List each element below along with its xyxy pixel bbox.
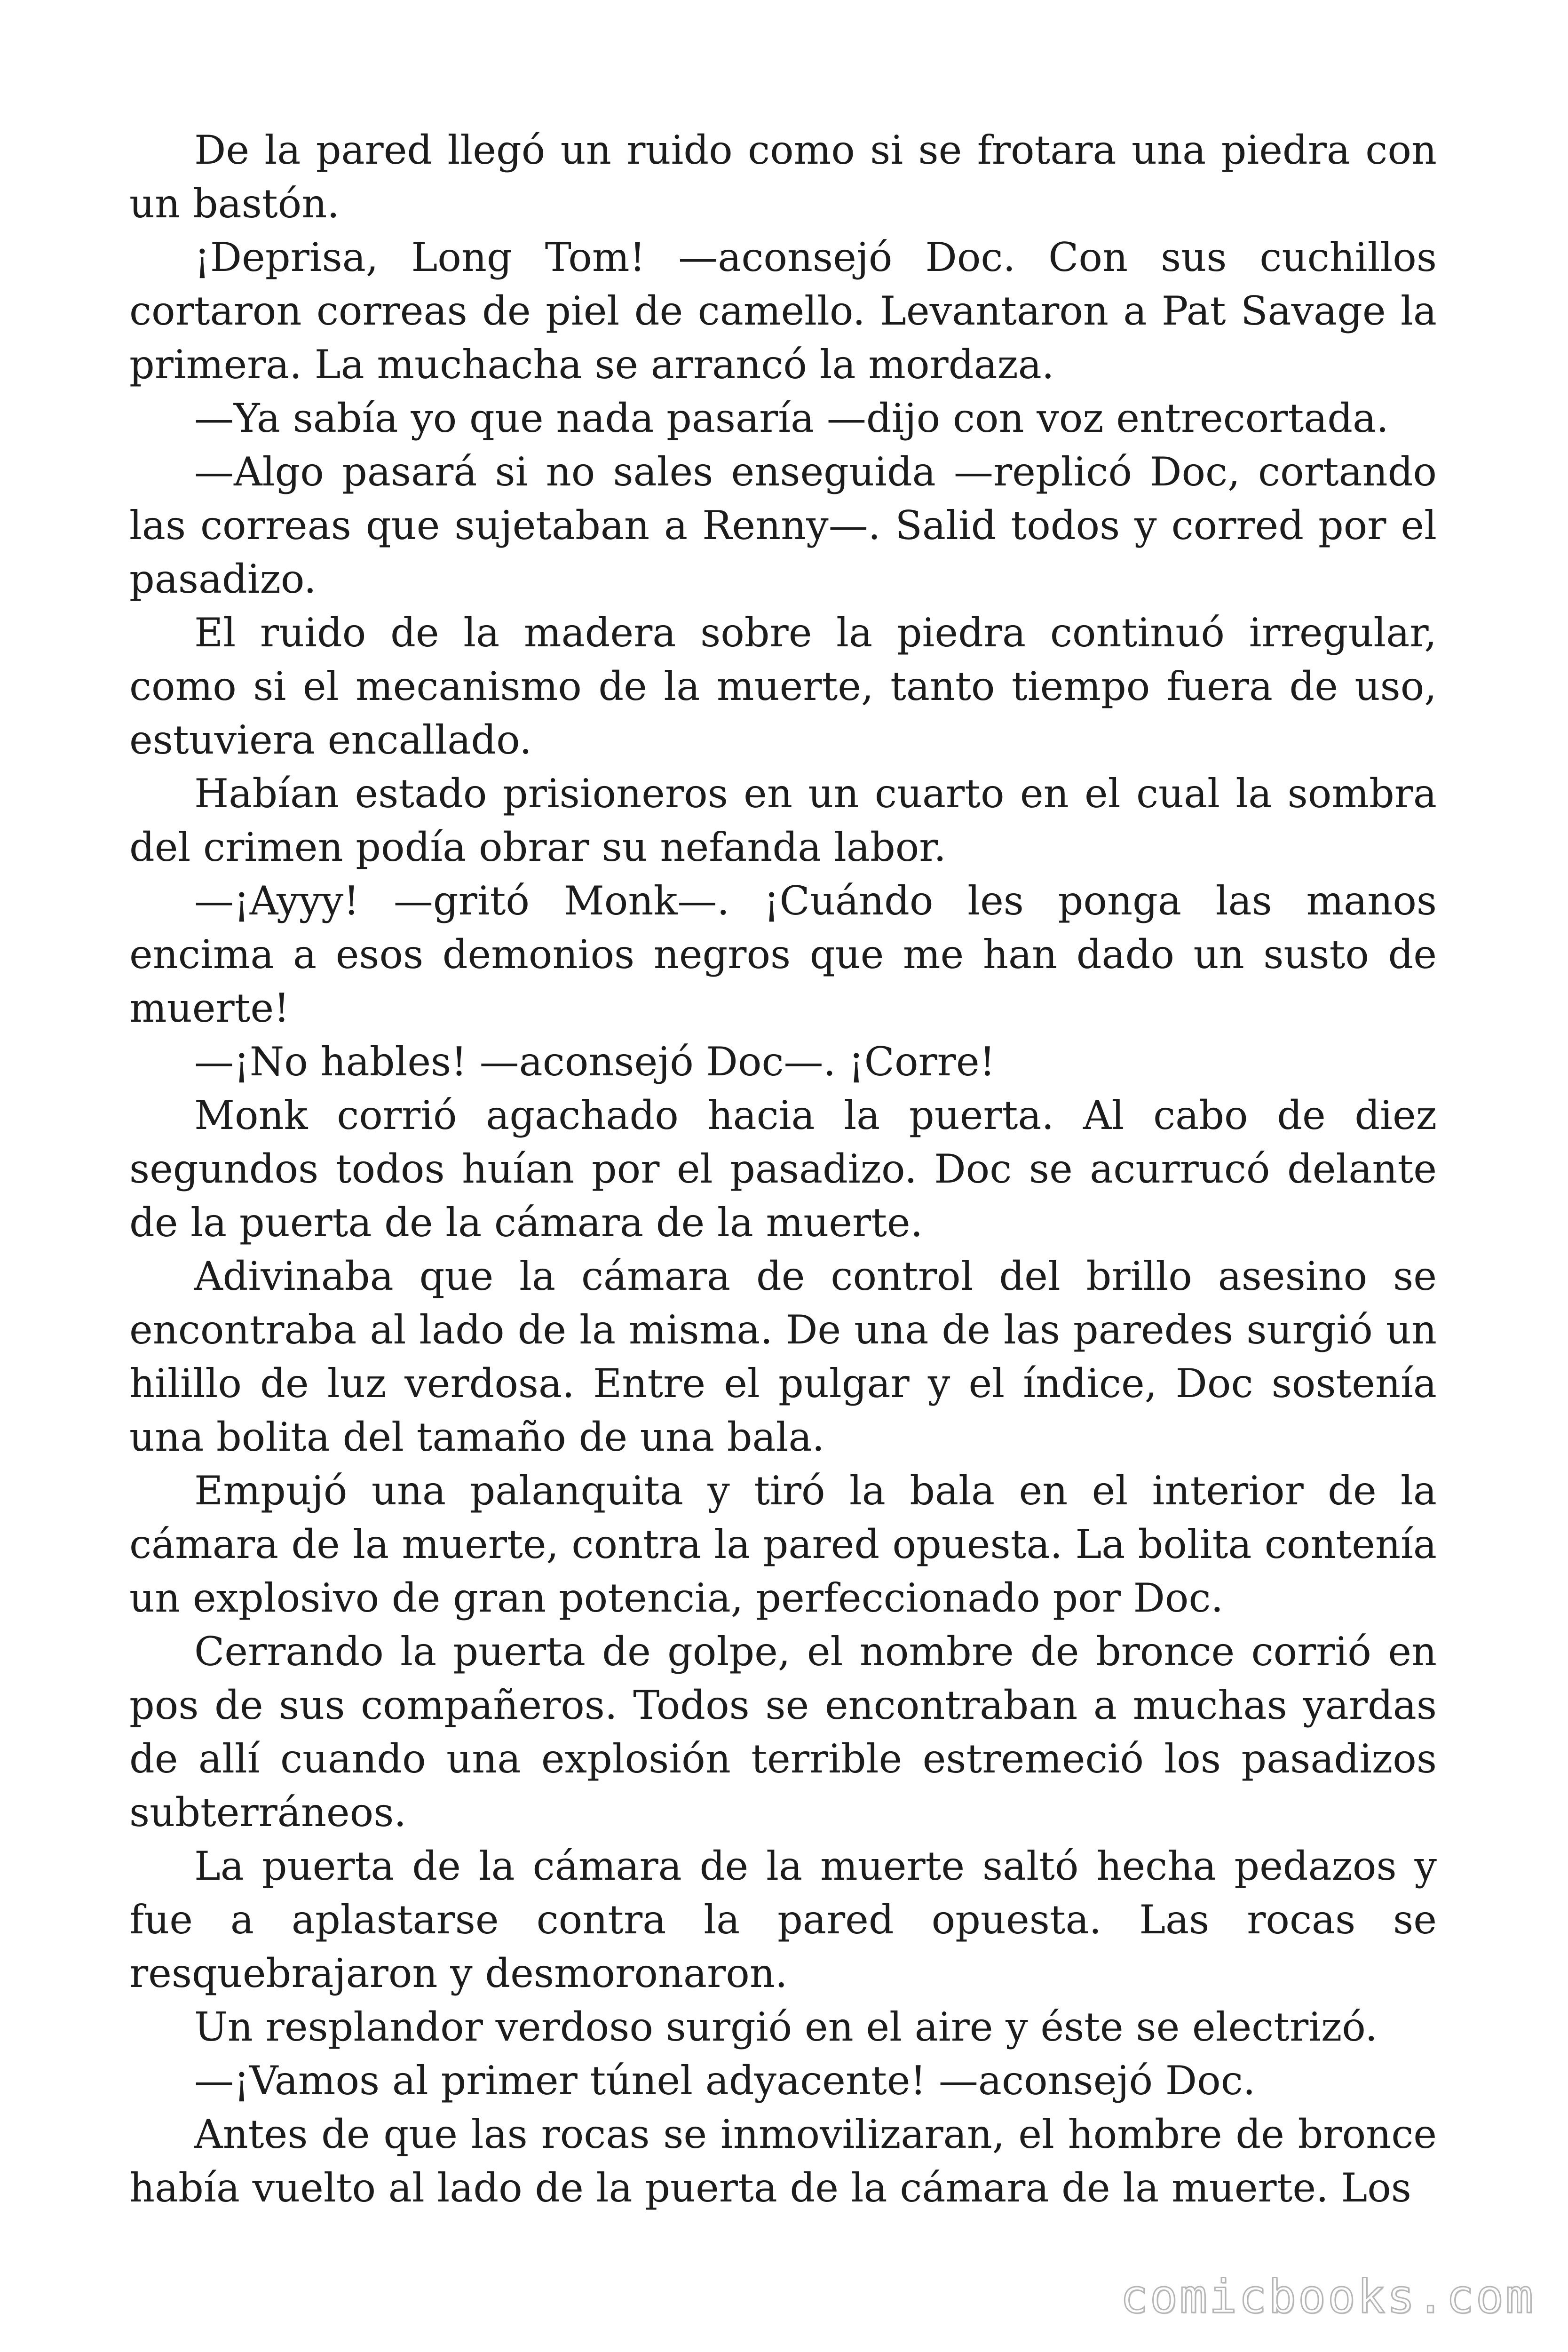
- paragraph-5: El ruido de la madera sobre la piedra continuó irregular, como si el mecanismo de la muerte, tanto tiempo fuera de uso, estuviera encallado.: [129, 610, 1437, 763]
- paragraph-2: ¡Deprisa, Long Tom! —aconsejó Doc. Con sus cuchillos cortaron correas de piel de camello. Levantaron a Pat Savage la primera. La muchacha se arrancó la mordaza.: [129, 234, 1437, 388]
- watermark: comicbooks.com: [1120, 2270, 1535, 2324]
- paragraph-10: Adivinaba que la cámara de control del brillo asesino se encontraba al lado de la misma. De una de las paredes surgió un hilillo de luz verdosa. Entre el pulgar y el índice, Doc sostenía una bolita del tamaño de una bala.: [129, 1253, 1437, 1460]
- paragraph-13: La puerta de la cámara de la muerte saltó hecha pedazos y fue a aplastarse contra la pared opuesta. Las rocas se resquebrajaron y desmoronaron.: [129, 1843, 1437, 1996]
- paragraph-14: Un resplandor verdoso surgió en el aire y éste se electrizó.: [194, 2004, 1378, 2050]
- paragraph-6: Habían estado prisioneros en un cuarto en el cual la sombra del crimen podía obrar su nefanda labor.: [129, 771, 1437, 870]
- paragraph-3: —Ya sabía yo que nada pasaría —dijo con voz entrecortada.: [194, 395, 1389, 441]
- paragraph-4: —Algo pasará si no sales enseguida —replicó Doc, cortando las correas que sujetaban a Renny—. Salid todos y corred por el pasadizo.: [129, 449, 1437, 602]
- paragraph-12: Cerrando la puerta de golpe, el nombre de bronce corrió en pos de sus compañeros. Todos se encontraban a muchas yardas de allí cuando una explosión terrible estremeció los pasadizos subterráneos.: [129, 1629, 1437, 1836]
- paragraph-1: De la pared llegó un ruido como si se frotara una piedra con un bastón.: [129, 127, 1437, 227]
- paragraph-9: Monk corrió agachado hacia la puerta. Al cabo de diez segundos todos huían por el pasadizo. Doc se acurrucó delante de la puerta de la cámara de la muerte.: [129, 1092, 1437, 1246]
- body-text: [129, 123, 1437, 2215]
- paragraph-11: Empujó una palanquita y tiró la bala en el interior de la cámara de la muerte, contra la pared opuesta. La bolita contenía un explosivo de gran potencia, perfeccionado por Doc.: [129, 1468, 1437, 1621]
- paragraph-7: —¡Ayyy! —gritó Monk—. ¡Cuándo les ponga las manos encima a esos demonios negros que me han dado un susto de muerte!: [129, 878, 1437, 1031]
- paragraph-8: —¡No hables! —aconsejó Doc—. ¡Corre!: [194, 1039, 996, 1085]
- paragraph-16: Antes de que las rocas se inmovilizaran, el hombre de bronce había vuelto al lado de la puerta de la cámara de la muerte. Los: [129, 2111, 1437, 2211]
- paragraph-15: —¡Vamos al primer túnel adyacente! —aconsejó Doc.: [194, 2058, 1256, 2104]
